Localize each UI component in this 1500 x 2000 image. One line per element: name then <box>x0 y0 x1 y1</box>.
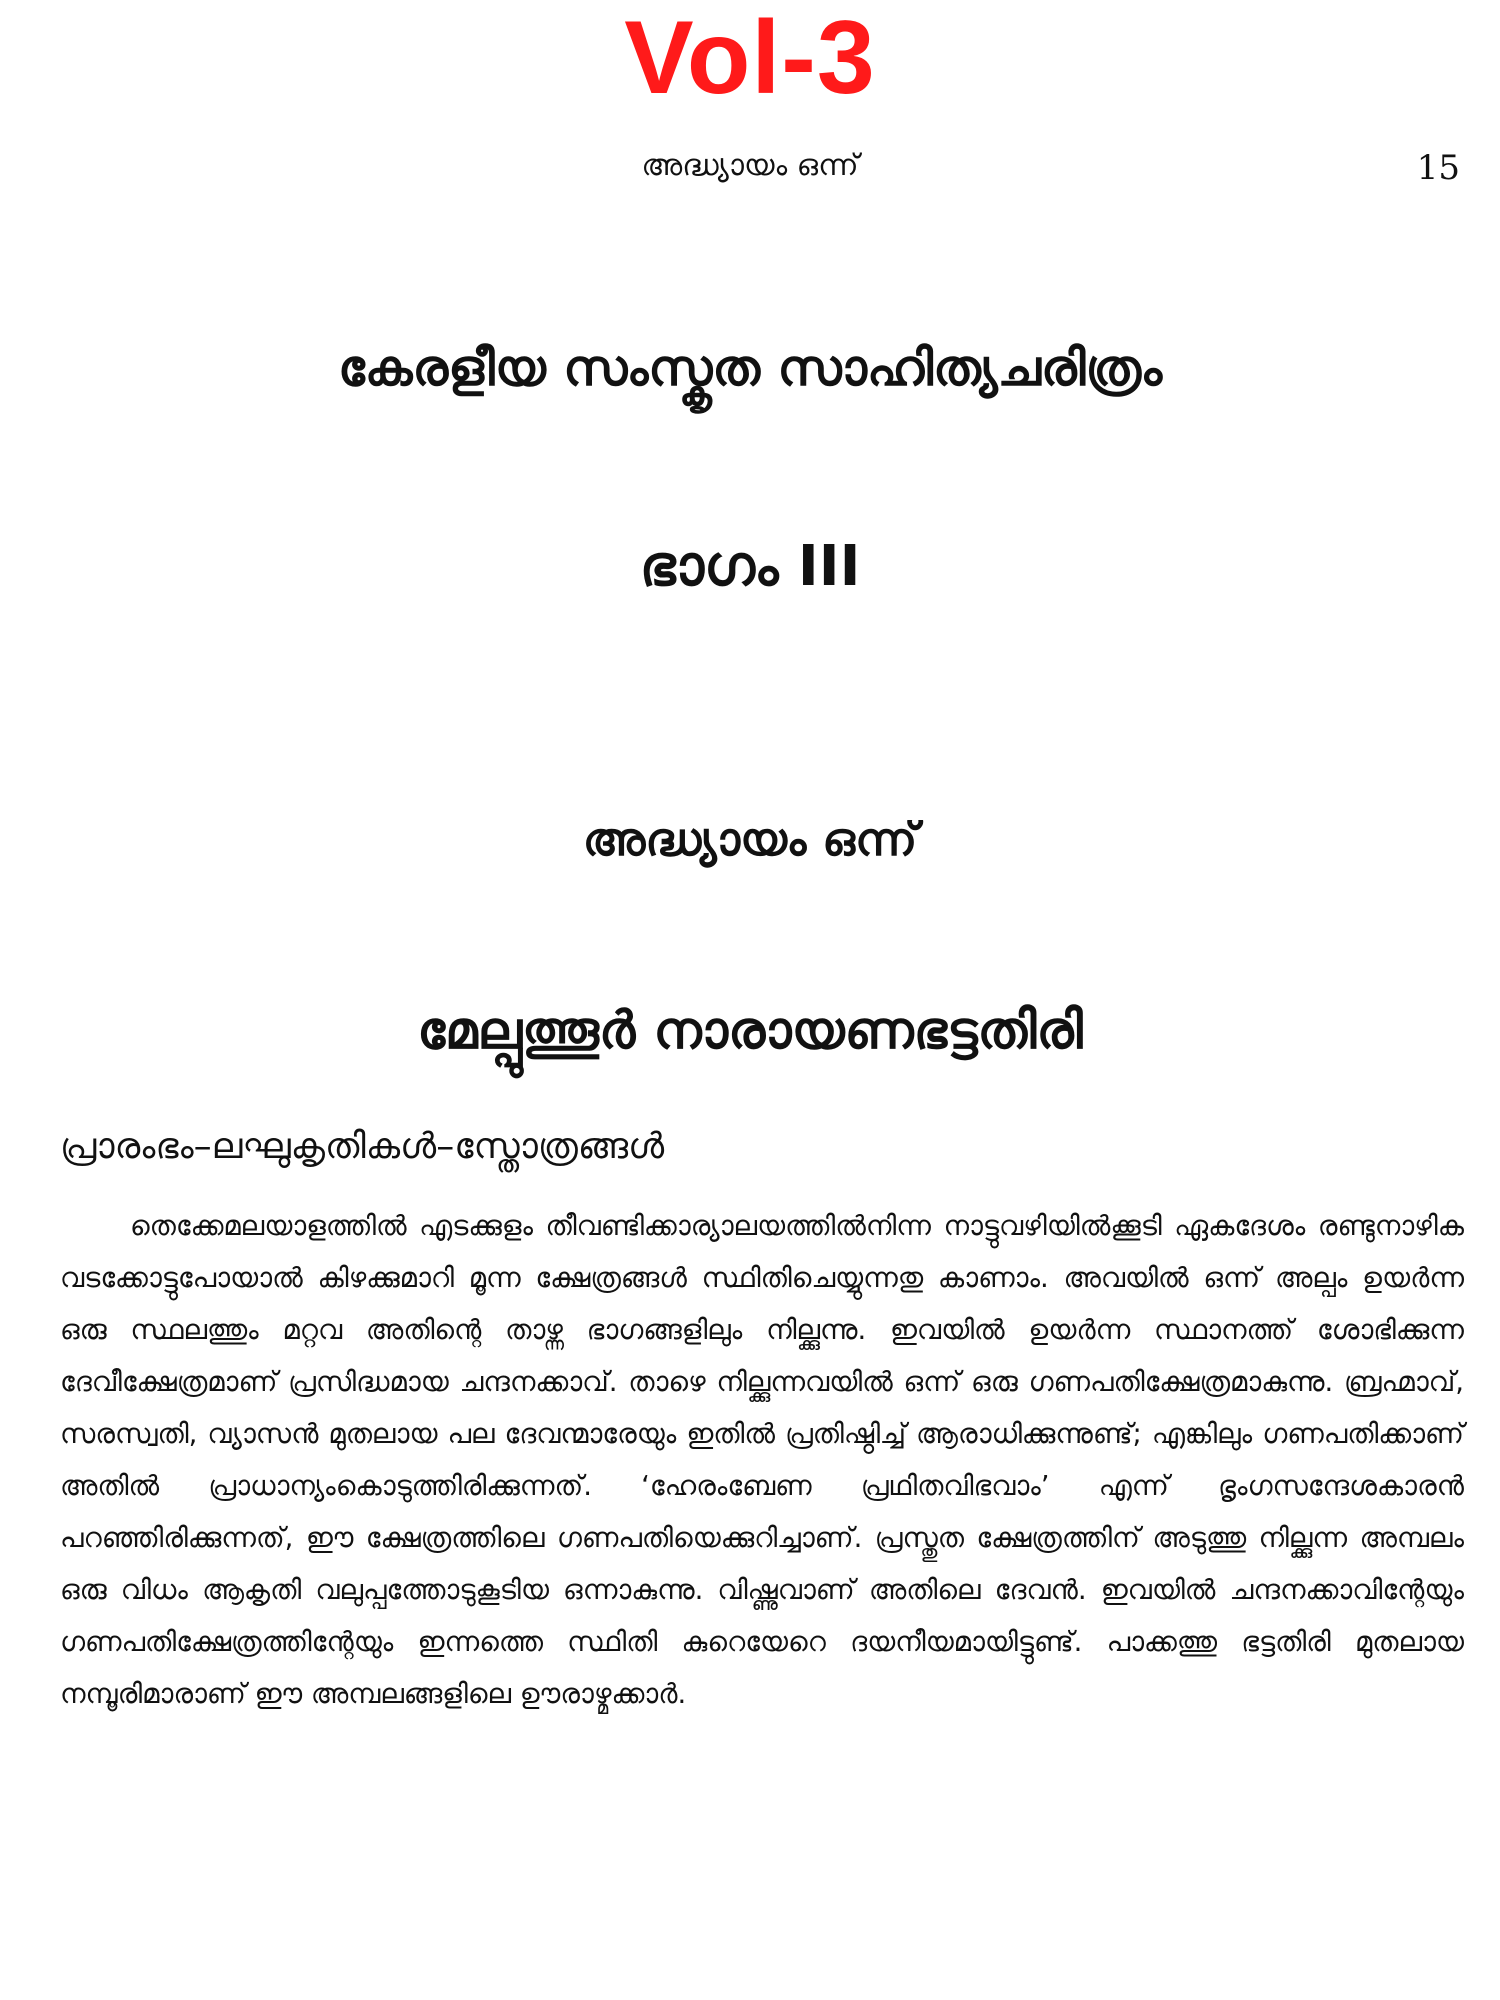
book-title: കേരളീയ സംസ്കൃത സാഹിത്യചരിത്രം <box>337 339 1163 397</box>
section-heading: പ്രാരംഭം–ലഘുകൃതികൾ–സ്തോത്രങ്ങൾ <box>60 1126 665 1167</box>
volume-stamp: Vol-3 <box>624 0 876 116</box>
page-number: 15 <box>1416 148 1460 188</box>
running-head: അദ്ധ്യായം ഒന്ന് <box>641 148 859 183</box>
chapter-title: അദ്ധ്യായം ഒന്ന് <box>582 812 918 866</box>
part-title: ഭാഗം III <box>639 534 861 599</box>
author-title: മേല്പുത്തൂർ നാരായണഭട്ടതിരി <box>417 1001 1083 1061</box>
body-paragraph: തെക്കേമലയാളത്തിൽ എടക്കുളം തീവണ്ടിക്കാര്യാലയത്തിൽനിന്ന നാട്ടുവഴിയിൽക്കൂടി ഏകദേശം രണ്ടുനാഴിക വടക്കോട്ടുപോയാൽ കിഴക്കുമാറി മൂന്ന ക്ഷേത്രങ്ങൾ സ്ഥിതിചെയ്യുന്നതു കാണാം. അവയിൽ ഒന്ന് അല്പം ഉയർന്ന ഒരു സ്ഥലത്തും മറ്റവ അതിന്റെ താഴ്ന്ന ഭാഗങ്ങളിലും നില്ക്കുന്നു. ഇവയിൽ ഉയർന്ന സ്ഥാനത്ത് ശോഭിക്കുന്ന ദേവീക്ഷേത്രമാണ് പ്രസിദ്ധമായ ചന്ദനക്കാവ്. താഴെ നില്ക്കുന്നവയിൽ ഒന്ന് ഒരു ഗണപതിക്ഷേത്രമാകുന്നു. ബ്രഹ്മാവ്, സരസ്വതി, വ്യാസൻ മുതലായ പല ദേവന്മാരേയും ഇതിൽ പ്രതിഷ്ഠിച്ച് ആരാധിക്കുന്നുണ്ട്; എങ്കിലും ഗണപതിക്കാണ് അതിൽ പ്രാധാന്യംകൊടുത്തിരിക്കുന്നത്. ‘ഹേരംബേണ പ്രഥിതവിഭവാം’ എന്ന് ഭൃംഗസന്ദേശകാരൻ പറഞ്ഞിരിക്കുന്നത്, ഈ ക്ഷേത്രത്തിലെ ഗണപതിയെക്കുറിച്ചാണ്. പ്രസ്തുത ക്ഷേത്രത്തിന് അടുത്തു നില്ക്കുന്ന അമ്പലം ഒരു വിധം ആകൃതി വലുപ്പത്തോടുകൂടിയ ഒന്നാകുന്നു. വിഷ്ണുവാണ് അതിലെ ദേവൻ. ഇവയിൽ ചന്ദനക്കാവിന്റേയും ഗണപതിക്ഷേത്രത്തിന്റേയും ഇന്നത്തെ സ്ഥിതി കുറെയേറെ ദയനീയമായിട്ടുണ്ട്. പാക്കത്തു ഭട്ടതിരി മുതലായ നമ്പൂരിമാരാണ് ഈ അമ്പലങ്ങളിലെ ഊരാഴ്മക്കാർ. <box>60 1210 1464 1710</box>
